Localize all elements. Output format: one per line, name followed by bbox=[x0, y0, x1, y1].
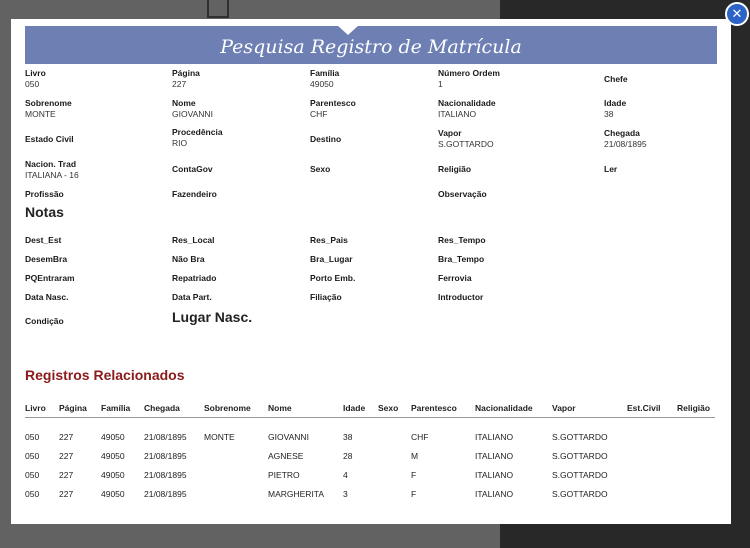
table-cell: 49050 bbox=[101, 451, 125, 461]
field-destino bbox=[310, 134, 341, 144]
table-cell bbox=[677, 485, 715, 504]
note-label: Dest_Est bbox=[25, 235, 62, 245]
table-cell bbox=[677, 447, 715, 466]
field-label: Vapor bbox=[438, 128, 462, 138]
field-label: Profissão bbox=[25, 189, 64, 199]
field-label: Idade bbox=[604, 98, 627, 108]
note-label: Condição bbox=[25, 316, 64, 326]
field-value: ITALIANA - 16 bbox=[25, 170, 79, 180]
field-label: Sexo bbox=[310, 164, 331, 174]
close-button[interactable] bbox=[725, 2, 749, 26]
table-row[interactable] bbox=[25, 447, 715, 466]
field-label: Família bbox=[310, 68, 340, 78]
field-value: 21/08/1895 bbox=[604, 139, 647, 149]
field-pagina bbox=[172, 68, 200, 89]
field-label: Nome bbox=[172, 98, 196, 108]
column-header: Religião bbox=[677, 399, 715, 418]
field-label: Nacionalidade bbox=[438, 98, 496, 108]
modal-title: Pesquisa Registro de Matrícula bbox=[220, 36, 522, 58]
related-records-panel bbox=[25, 349, 717, 521]
table-cell: 49050 bbox=[101, 470, 125, 480]
field-numero-ordem bbox=[438, 68, 500, 89]
field-label: Observação bbox=[438, 189, 487, 199]
field-parentesco bbox=[310, 98, 356, 119]
note-res-local bbox=[172, 235, 215, 245]
registration-detail-panel bbox=[25, 26, 717, 339]
field-nacionalidade bbox=[438, 98, 496, 119]
field-nacion-trad bbox=[25, 159, 79, 180]
note-label: Res_Local bbox=[172, 235, 215, 245]
field-vapor bbox=[438, 128, 494, 149]
table-row[interactable] bbox=[25, 485, 715, 504]
table-cell: 49050 bbox=[101, 489, 125, 499]
table-cell bbox=[378, 447, 411, 466]
field-label: ContaGov bbox=[172, 164, 213, 174]
table-row[interactable] bbox=[25, 428, 715, 447]
table-header-row bbox=[25, 399, 715, 418]
table-cell: ITALIANO bbox=[475, 451, 514, 461]
table-cell: CHF bbox=[411, 432, 429, 442]
column-header: Sexo bbox=[378, 399, 411, 418]
table-cell: MONTE bbox=[204, 432, 235, 442]
note-label: Bra_Tempo bbox=[438, 254, 485, 264]
table-cell bbox=[627, 447, 677, 466]
column-header: Página bbox=[59, 399, 101, 418]
table-cell bbox=[378, 428, 411, 447]
table-cell: M bbox=[411, 451, 419, 461]
field-value: 050 bbox=[25, 79, 40, 89]
column-header: Livro bbox=[25, 399, 59, 418]
field-label: Chegada bbox=[604, 128, 640, 138]
field-label: Ler bbox=[604, 164, 618, 174]
field-chegada bbox=[604, 128, 647, 149]
field-value: MONTE bbox=[25, 109, 56, 119]
table-cell: 4 bbox=[343, 470, 348, 480]
note-label: Data Nasc. bbox=[25, 292, 69, 302]
table-cell: 3 bbox=[343, 489, 348, 499]
field-contagov bbox=[172, 164, 213, 174]
related-records-table bbox=[25, 399, 715, 504]
note-bra-tempo bbox=[438, 254, 484, 264]
field-label: Página bbox=[172, 68, 200, 78]
table-cell: 227 bbox=[59, 451, 74, 461]
table-cell: ITALIANO bbox=[475, 470, 514, 480]
table-cell: 49050 bbox=[101, 432, 125, 442]
field-label: Religião bbox=[438, 164, 472, 174]
note-data-nasc bbox=[25, 292, 68, 302]
field-label: Destino bbox=[310, 134, 342, 144]
note-label: Introductor bbox=[438, 292, 484, 302]
table-cell: ITALIANO bbox=[475, 432, 514, 442]
table-cell: 050 bbox=[25, 470, 40, 480]
field-fazendeiro bbox=[172, 189, 217, 199]
banner-notch bbox=[337, 25, 359, 35]
note-data-part bbox=[172, 292, 212, 302]
field-idade bbox=[604, 98, 626, 119]
note-res-tempo bbox=[438, 235, 486, 245]
table-cell: 21/08/1895 bbox=[144, 489, 187, 499]
column-header: Idade bbox=[343, 399, 378, 418]
field-value: S.GOTTARDO bbox=[438, 139, 494, 149]
note-bra-lugar bbox=[310, 254, 353, 264]
related-records-body bbox=[25, 349, 717, 521]
notas-heading: Notas bbox=[25, 204, 64, 220]
table-cell: 227 bbox=[59, 470, 74, 480]
column-header: Est.Civil bbox=[627, 399, 677, 418]
table-cell: ITALIANO bbox=[475, 489, 514, 499]
note-label: Res_Pais bbox=[310, 235, 348, 245]
field-sobrenome bbox=[25, 98, 72, 119]
table-cell: S.GOTTARDO bbox=[552, 489, 608, 499]
table-cell bbox=[627, 428, 677, 447]
table-cell: 21/08/1895 bbox=[144, 470, 187, 480]
field-value: CHF bbox=[310, 109, 328, 119]
registration-modal bbox=[11, 19, 731, 524]
table-cell: S.GOTTARDO bbox=[552, 451, 608, 461]
field-profissao bbox=[25, 189, 64, 199]
note-label: Não Bra bbox=[172, 254, 205, 264]
note-dest-est bbox=[25, 235, 61, 245]
note-ferrovia bbox=[438, 273, 472, 283]
note-label: Repatriado bbox=[172, 273, 217, 283]
field-chefe bbox=[604, 74, 628, 84]
field-label: Sobrenome bbox=[25, 98, 72, 108]
table-cell bbox=[204, 447, 268, 466]
note-label: DesemBra bbox=[25, 254, 68, 264]
table-cell bbox=[677, 466, 715, 485]
modal-title-banner bbox=[25, 26, 717, 64]
field-value: 227 bbox=[172, 79, 187, 89]
detail-grid bbox=[25, 64, 717, 339]
column-header: Chegada bbox=[144, 399, 204, 418]
field-observacao bbox=[438, 189, 487, 199]
field-livro bbox=[25, 68, 46, 89]
field-religiao bbox=[438, 164, 471, 174]
field-label: Chefe bbox=[604, 74, 628, 84]
note-desembra bbox=[25, 254, 67, 264]
note-label: Data Part. bbox=[172, 292, 212, 302]
table-cell bbox=[627, 485, 677, 504]
table-cell: 21/08/1895 bbox=[144, 451, 187, 461]
note-pqentraram bbox=[25, 273, 75, 283]
field-familia bbox=[310, 68, 339, 89]
field-label: Número Ordem bbox=[438, 68, 500, 78]
table-cell: 38 bbox=[343, 432, 353, 442]
note-label: Ferrovia bbox=[438, 273, 472, 283]
lugar-nasc-heading: Lugar Nasc. bbox=[172, 309, 253, 325]
table-cell: PIETRO bbox=[268, 470, 300, 480]
field-value: 49050 bbox=[310, 79, 334, 89]
table-cell bbox=[204, 466, 268, 485]
column-header: Nome bbox=[268, 399, 343, 418]
table-row[interactable] bbox=[25, 466, 715, 485]
note-label: Bra_Lugar bbox=[310, 254, 353, 264]
field-procedencia bbox=[172, 127, 223, 148]
table-cell: S.GOTTARDO bbox=[552, 470, 608, 480]
field-value: 38 bbox=[604, 109, 614, 119]
field-label: Fazendeiro bbox=[172, 189, 217, 199]
table-cell: F bbox=[411, 489, 417, 499]
note-condicao bbox=[25, 316, 64, 326]
table-cell: S.GOTTARDO bbox=[552, 432, 608, 442]
table-cell: 227 bbox=[59, 432, 74, 442]
field-label: Parentesco bbox=[310, 98, 356, 108]
close-icon: ✕ bbox=[731, 6, 743, 21]
note-label: Res_Tempo bbox=[438, 235, 486, 245]
field-nome bbox=[172, 98, 213, 119]
column-header: Parentesco bbox=[411, 399, 475, 418]
field-label: Procedência bbox=[172, 127, 223, 137]
table-cell bbox=[627, 466, 677, 485]
note-label: PQEntraram bbox=[25, 273, 75, 283]
table-cell: MARGHERITA bbox=[268, 489, 325, 499]
table-cell bbox=[378, 466, 411, 485]
related-records-title: Registros Relacionados bbox=[25, 367, 185, 383]
field-sexo bbox=[310, 164, 330, 174]
field-label: Nacion. Trad bbox=[25, 159, 77, 169]
field-label: Livro bbox=[25, 68, 46, 78]
table-cell bbox=[677, 428, 715, 447]
column-header: Vapor bbox=[552, 399, 627, 418]
note-porto-emb bbox=[310, 273, 355, 283]
note-introductor bbox=[438, 292, 483, 302]
field-value: GIOVANNI bbox=[172, 109, 213, 119]
note-repatriado bbox=[172, 273, 216, 283]
table-cell: 227 bbox=[59, 489, 74, 499]
field-value: 1 bbox=[438, 79, 443, 89]
table-cell: 050 bbox=[25, 451, 40, 461]
table-cell: F bbox=[411, 470, 417, 480]
note-nao-bra bbox=[172, 254, 205, 264]
field-estado-civil bbox=[25, 134, 74, 144]
note-res-pais bbox=[310, 235, 348, 245]
note-label: Filiação bbox=[310, 292, 342, 302]
note-filiacao bbox=[310, 292, 342, 302]
field-label: Estado Civil bbox=[25, 134, 74, 144]
field-value: ITALIANO bbox=[438, 109, 477, 119]
field-ler bbox=[604, 164, 617, 174]
table-cell bbox=[378, 485, 411, 504]
field-value: RIO bbox=[172, 138, 188, 148]
column-header: Família bbox=[101, 399, 144, 418]
table-spacer bbox=[25, 418, 715, 429]
table-cell: 050 bbox=[25, 489, 40, 499]
table-cell: 21/08/1895 bbox=[144, 432, 187, 442]
table-cell: 28 bbox=[343, 451, 353, 461]
table-cell bbox=[204, 485, 268, 504]
column-header: Nacionalidade bbox=[475, 399, 552, 418]
note-label: Porto Emb. bbox=[310, 273, 356, 283]
table-cell: GIOVANNI bbox=[268, 432, 309, 442]
table-cell: AGNESE bbox=[268, 451, 304, 461]
column-header: Sobrenome bbox=[204, 399, 268, 418]
table-cell: 050 bbox=[25, 432, 40, 442]
